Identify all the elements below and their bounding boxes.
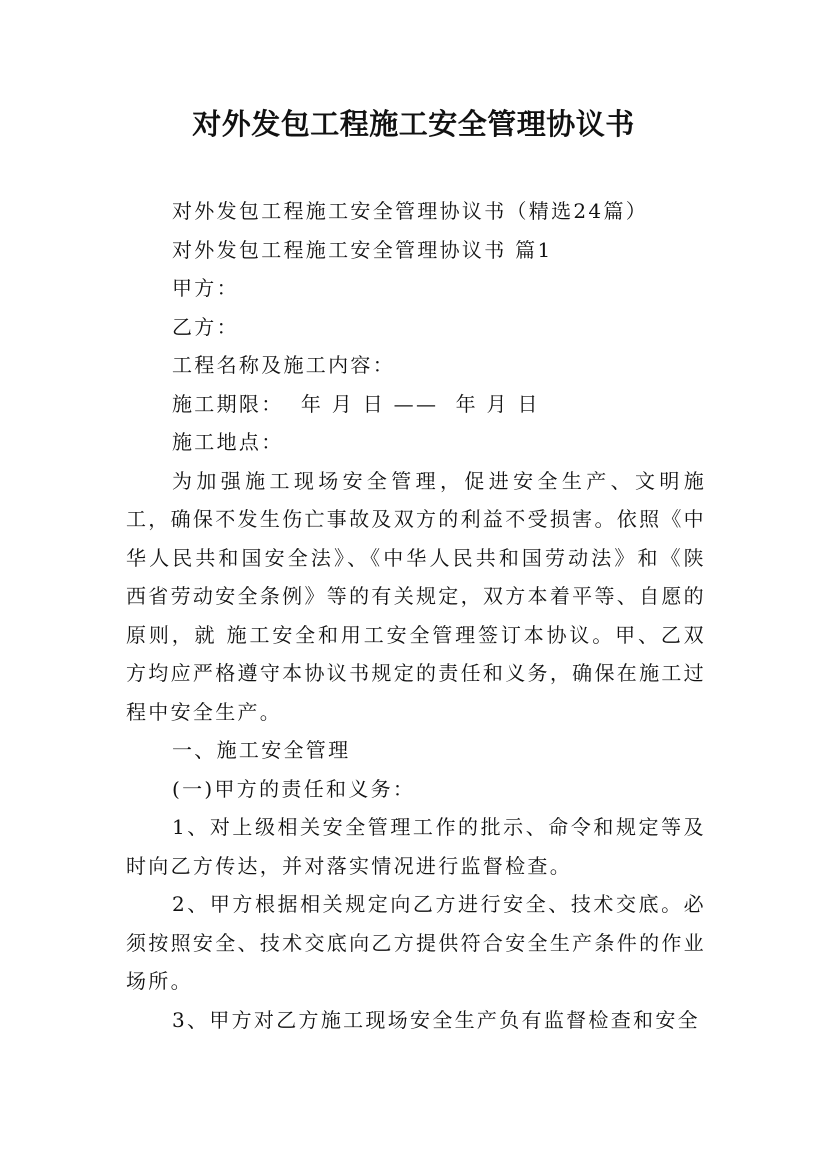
paragraph-project-name: 工程名称及施工内容：: [172, 353, 395, 377]
paragraph-construction-period: 施工期限： 年 月 日 —— 年 月 日: [172, 391, 540, 416]
paragraph-party-b: 乙方：: [172, 314, 239, 339]
paragraph-section-heading: 对外发包工程施工安全管理协议书 篇1: [172, 237, 553, 262]
paragraph-heading-safety-management: 一、施工安全管理: [172, 738, 351, 762]
paragraph-preamble: 为加强施工现场安全管理，促进安全生产、文明施工，确保不发生伤亡事故及双方的利益不受损害。依照《中华人民共和国安全法》、《中华人民共和国劳动法》和《陕西省劳动安全条例》等的有关规定，双方本着平等、自愿的原则，就 施工安全和用工安全管理签订本协议。甲、乙双方均应严格遵守本协议书规定的责任和义务，确保在施工过程中安全生产。: [126, 468, 706, 724]
paragraph-item-3: 3、甲方对乙方施工现场安全生产负有监督检查和安全: [172, 1007, 700, 1032]
paragraph-heading-party-a-duties: (一)甲方的责任和义务：: [172, 776, 416, 801]
document-title: 对外发包工程施工安全管理协议书: [192, 107, 635, 141]
paragraph-subtitle: 对外发包工程施工安全管理协议书（精选24篇）: [172, 199, 649, 223]
paragraph-item-2: 2、甲方根据相关规定向乙方进行安全、技术交底。必须按照安全、技术交底向乙方提供符合安全生产条件的作业场所。: [126, 892, 706, 993]
paragraph-item-1: 1、对上级相关安全管理工作的批示、命令和规定等及时向乙方传达，并对落实情况进行监督检查。: [126, 815, 706, 878]
paragraph-construction-location: 施工地点：: [172, 430, 284, 454]
document-body: [126, 192, 706, 1039]
paragraph-party-a: 甲方：: [172, 276, 239, 300]
